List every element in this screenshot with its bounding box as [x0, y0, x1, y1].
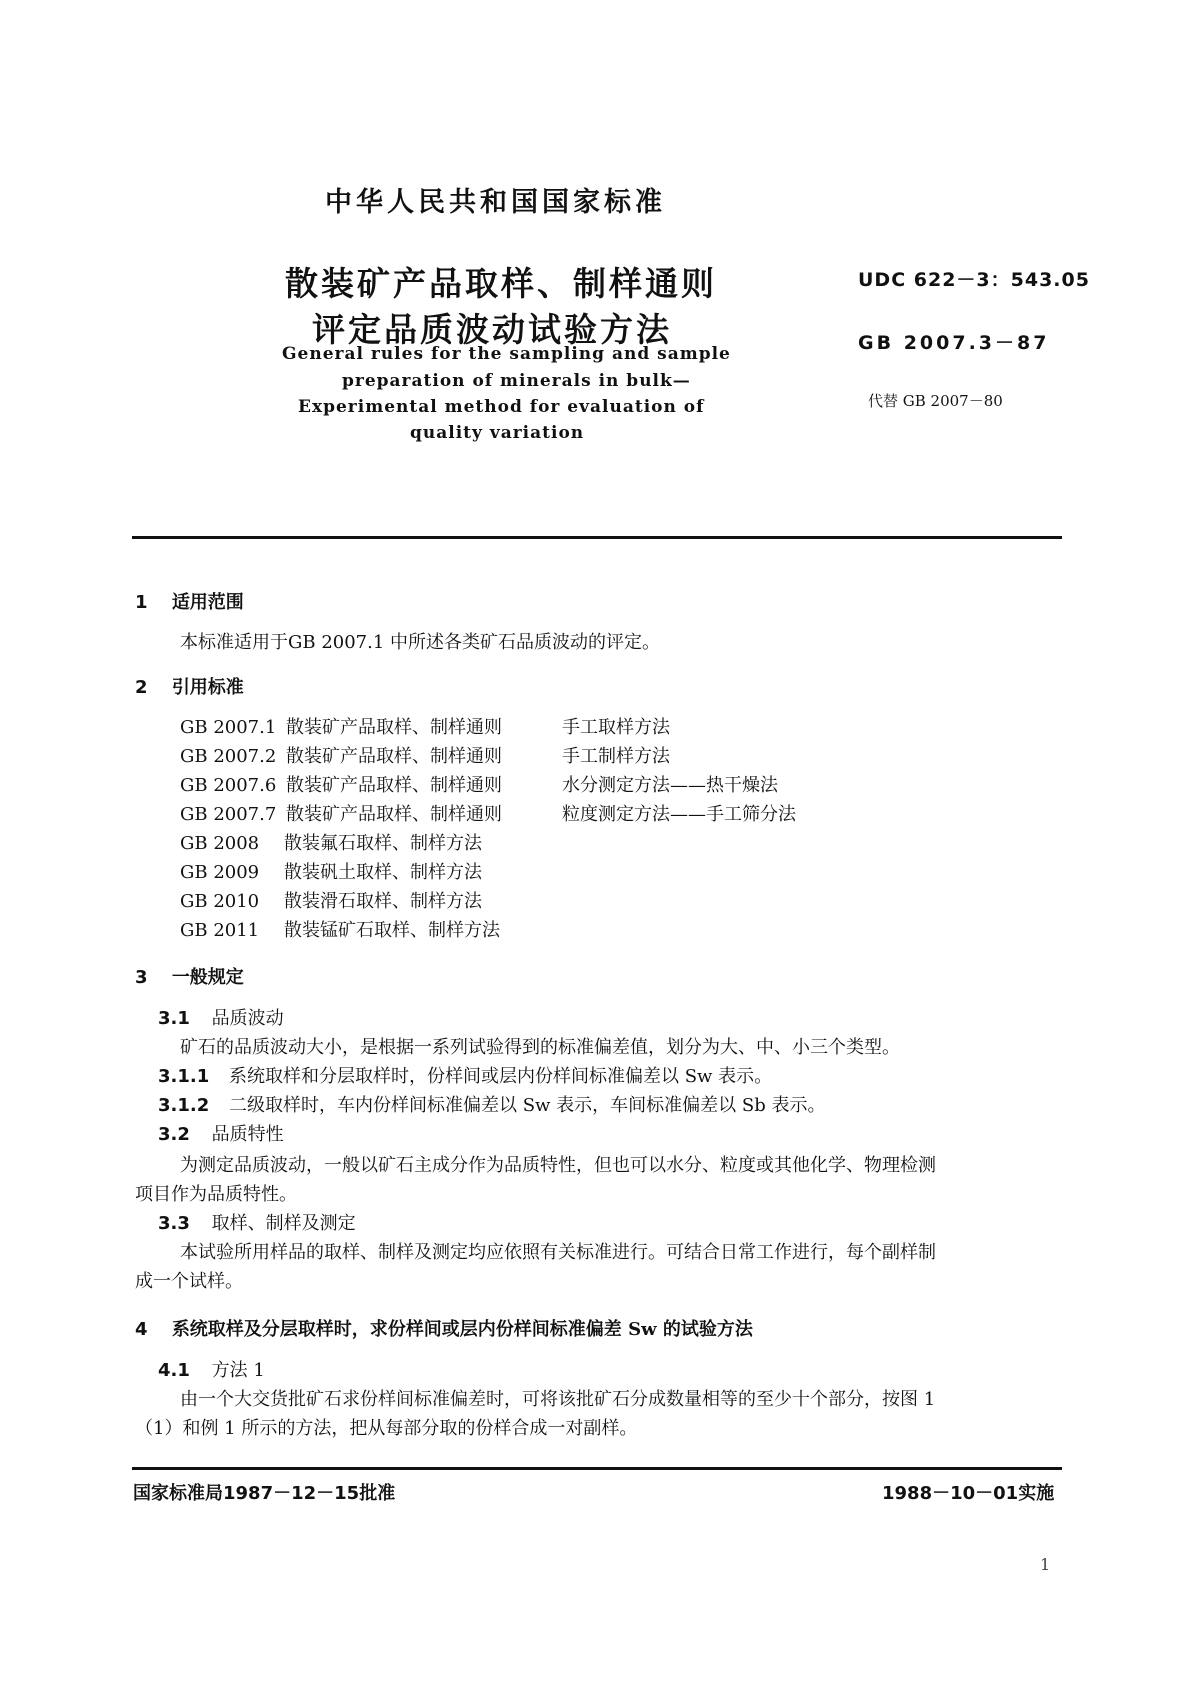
reference-code: GB 2009	[180, 862, 260, 883]
subsection-3-1-heading	[158, 1004, 284, 1030]
subsection-title: 品质波动	[211, 1008, 284, 1029]
subsection-3-2-text-line-2: 项目作为品质特性。	[135, 1184, 297, 1205]
subsection-title: 品质特性	[211, 1124, 284, 1145]
national-standard-heading: 中华人民共和国国家标准	[325, 187, 666, 218]
reference-title: 散装矿产品取样、制样通则	[286, 804, 502, 825]
english-title-line-3: Experimental method for evaluation of	[298, 397, 705, 417]
reference-code: GB 2008	[180, 833, 260, 854]
reference-subtitle: 水分测定方法——热干燥法	[562, 775, 778, 796]
subsection-number: 3.1.2	[158, 1095, 210, 1116]
reference-title: 散装矿产品取样、制样通则	[286, 717, 502, 738]
reference-subtitle: 手工制样方法	[562, 746, 670, 767]
title-line-1: 散装矿产品取样、制样通则	[285, 264, 717, 303]
section-number: 3	[135, 967, 148, 988]
subsection-title: 取样、制样及测定	[211, 1213, 356, 1234]
reference-code: GB 2007.1	[180, 717, 277, 738]
subsection-number: 3.3	[158, 1213, 190, 1234]
section-3-heading	[135, 963, 244, 989]
subsection-number: 4.1	[158, 1360, 190, 1381]
subsection-number: 3.2	[158, 1124, 190, 1145]
english-title-line-1: General rules for the sampling and sample	[282, 344, 731, 364]
reference-item	[180, 771, 778, 797]
subsection-3-3-text-line-1: 本试验所用样品的取样、制样及测定均应依照有关标准进行。可结合日常工作进行，每个副样制	[180, 1242, 936, 1263]
section-title: 系统取样及分层取样时，求份样间或层内份样间标准偏差 Sw 的试验方法	[171, 1319, 753, 1340]
subsection-title: 方法 1	[211, 1360, 265, 1381]
subsection-3-1-text: 矿石的品质波动大小，是根据一系列试验得到的标准偏差值，划分为大、中、小三个类型。	[180, 1037, 900, 1058]
section-1-heading	[135, 588, 244, 614]
reference-item	[180, 887, 482, 913]
section-2-heading	[135, 673, 244, 699]
section-number: 2	[135, 677, 148, 698]
subsection-text: 系统取样和分层取样时，份样间或层内份样间标准偏差以 Sw 表示。	[228, 1066, 773, 1087]
header-divider	[132, 536, 1062, 539]
reference-title: 散装氟石取样、制样方法	[284, 833, 482, 854]
reference-code: GB 2007.7	[180, 804, 277, 825]
reference-title: 散装矿产品取样、制样通则	[286, 775, 502, 796]
reference-code: GB 2007.2	[180, 746, 277, 767]
reference-item	[180, 713, 670, 739]
reference-title: 散装矾土取样、制样方法	[284, 862, 482, 883]
approval-date: 国家标准局1987－12－15批准	[133, 1483, 396, 1504]
reference-code: GB 2010	[180, 891, 260, 912]
reference-subtitle: 粒度测定方法——手工筛分法	[562, 804, 796, 825]
gb-code: GB 2007.3－87	[858, 332, 1050, 354]
subsection-3-2-text-line-1: 为测定品质波动，一般以矿石主成分作为品质特性，但也可以水分、粒度或其他化学、物理检测	[180, 1155, 936, 1176]
udc-code: UDC 622－3：543.05	[858, 269, 1090, 291]
reference-item	[180, 829, 482, 855]
reference-title: 散装矿产品取样、制样通则	[286, 746, 502, 767]
reference-item	[180, 800, 796, 826]
subsection-number: 3.1.1	[158, 1066, 210, 1087]
footer-divider	[132, 1467, 1062, 1470]
reference-item	[180, 916, 500, 942]
subsection-3-3-heading	[158, 1209, 356, 1235]
english-title-line-2: preparation of minerals in bulk—	[342, 371, 691, 391]
english-title-line-4: quality variation	[410, 423, 585, 443]
section-4-heading	[135, 1315, 753, 1341]
subsection-3-1-2	[158, 1091, 825, 1117]
subsection-3-1-1	[158, 1062, 772, 1088]
section-title: 引用标准	[171, 677, 244, 698]
subsection-3-2-heading	[158, 1120, 284, 1146]
section-title: 适用范围	[171, 592, 244, 613]
title-line-2: 评定品质波动试验方法	[312, 310, 672, 349]
effective-date: 1988－10－01实施	[882, 1483, 1055, 1504]
section-1-text: 本标准适用于GB 2007.1 中所述各类矿石品质波动的评定。	[180, 632, 661, 653]
subsection-number: 3.1	[158, 1008, 190, 1029]
reference-subtitle: 手工取样方法	[562, 717, 670, 738]
subsection-text: 二级取样时，车内份样间标准偏差以 Sw 表示，车间标准偏差以 Sb 表示。	[228, 1095, 826, 1116]
subsection-4-1-text-line-1: 由一个大交货批矿石求份样间标准偏差时，可将该批矿石分成数量相等的至少十个部分，按图 1	[180, 1389, 936, 1410]
section-number: 1	[135, 592, 148, 613]
reference-title: 散装锰矿石取样、制样方法	[284, 920, 500, 941]
page-number: 1	[1040, 1555, 1051, 1574]
reference-item	[180, 858, 482, 884]
reference-code: GB 2007.6	[180, 775, 277, 796]
section-number: 4	[135, 1319, 148, 1340]
subsection-4-1-heading	[158, 1356, 265, 1382]
reference-title: 散装滑石取样、制样方法	[284, 891, 482, 912]
section-title: 一般规定	[171, 967, 244, 988]
reference-code: GB 2011	[180, 920, 260, 941]
replaces-note: 代替 GB 2007－80	[868, 392, 1003, 410]
reference-item	[180, 742, 670, 768]
subsection-3-3-text-line-2: 成一个试样。	[135, 1271, 243, 1292]
subsection-4-1-text-line-2: （1）和例 1 所示的方法，把从每部分取的份样合成一对副样。	[135, 1418, 638, 1439]
